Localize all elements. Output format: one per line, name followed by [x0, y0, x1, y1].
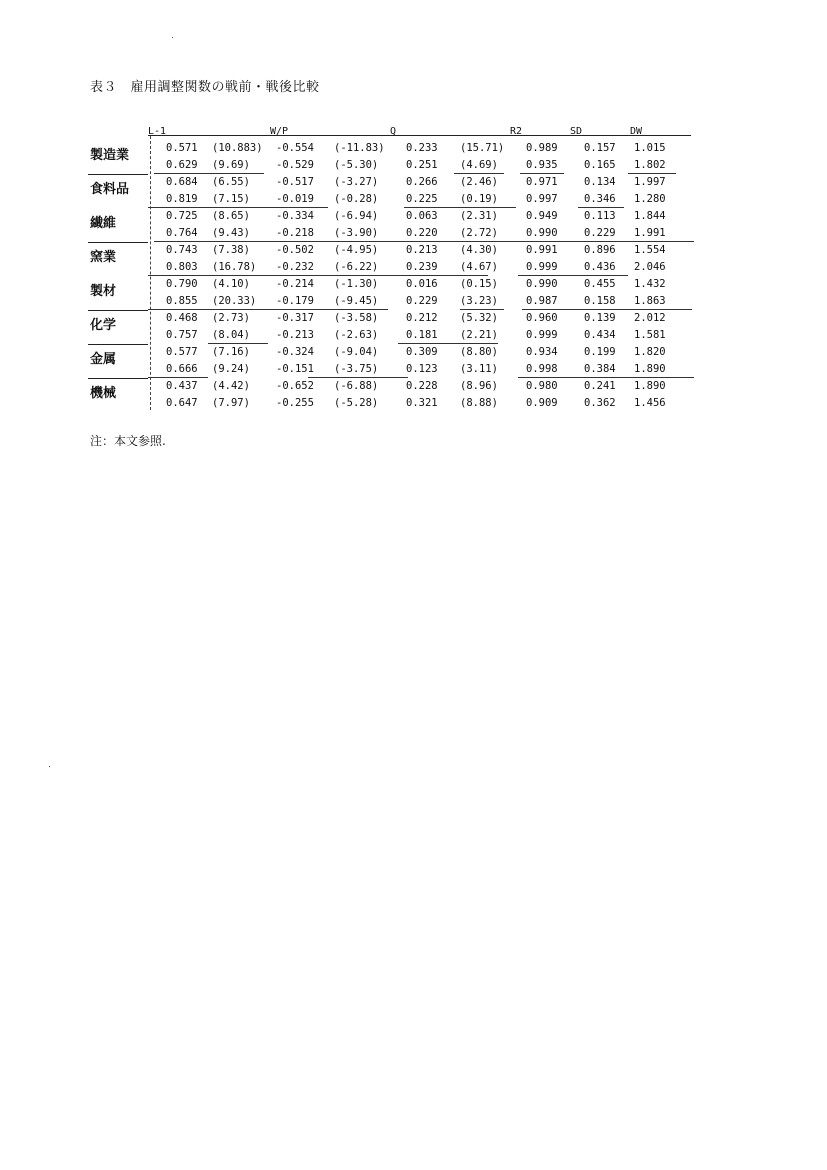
- table-row: [88, 210, 694, 226]
- table-cell: (0.15): [460, 278, 498, 290]
- table-cell: 0.999: [526, 261, 558, 273]
- table-cell: 0.980: [526, 380, 558, 392]
- industry-label: 窯業: [90, 250, 117, 265]
- table-cell: (-6.94): [334, 210, 379, 222]
- table-cell: 0.855: [166, 295, 198, 307]
- table-cell: 0.181: [406, 329, 438, 341]
- table-cell: 0.803: [166, 261, 198, 273]
- table-cell: 0.997: [526, 193, 558, 205]
- table-row: [88, 397, 694, 413]
- table-cell: 0.113: [584, 210, 616, 222]
- table-cell: (2.73): [212, 312, 250, 324]
- table-cell: -0.554: [276, 142, 314, 154]
- table-cell: 0.239: [406, 261, 438, 273]
- table-cell: 0.384: [584, 363, 616, 375]
- table-cell: 0.819: [166, 193, 198, 205]
- table-cell: 0.434: [584, 329, 616, 341]
- header-l1: L-1: [148, 126, 167, 137]
- table-cell: 1.432: [634, 278, 666, 290]
- table-cell: (2.46): [460, 176, 498, 188]
- table-row: [88, 363, 694, 379]
- table-cell: (3.23): [460, 295, 498, 307]
- table-cell: (8.88): [460, 397, 498, 409]
- table-cell: 0.935: [526, 159, 558, 171]
- table-row: [88, 227, 694, 243]
- table-cell: -0.019: [276, 193, 314, 205]
- table-cell: 0.743: [166, 244, 198, 256]
- table-cell: 1.844: [634, 210, 666, 222]
- table-cell: 0.960: [526, 312, 558, 324]
- table-cell: (-4.95): [334, 244, 379, 256]
- table-cell: 0.321: [406, 397, 438, 409]
- table-cell: 0.139: [584, 312, 616, 324]
- scan-speck: [172, 37, 173, 38]
- table-cell: 0.725: [166, 210, 198, 222]
- table-cell: -0.214: [276, 278, 314, 290]
- table-cell: 0.309: [406, 346, 438, 358]
- table-cell: 0.165: [584, 159, 616, 171]
- table-cell: (5.32): [460, 312, 498, 324]
- table-cell: -0.179: [276, 295, 314, 307]
- table-cell: (2.21): [460, 329, 498, 341]
- header-rule: [148, 135, 691, 136]
- table-cell: 1.997: [634, 176, 666, 188]
- table-cell: 0.909: [526, 397, 558, 409]
- table-cell: 0.764: [166, 227, 198, 239]
- table-cell: (-6.22): [334, 261, 379, 273]
- table-cell: (-3.27): [334, 176, 379, 188]
- table-cell: 1.863: [634, 295, 666, 307]
- table-cell: (-9.04): [334, 346, 379, 358]
- table-cell: -0.218: [276, 227, 314, 239]
- table-cell: 0.991: [526, 244, 558, 256]
- table-cell: (15.71): [460, 142, 505, 154]
- table-cell: 0.199: [584, 346, 616, 358]
- table-cell: (3.11): [460, 363, 498, 375]
- table-cell: 0.990: [526, 227, 558, 239]
- table-cell: 1.280: [634, 193, 666, 205]
- table-cell: 0.577: [166, 346, 198, 358]
- table-cell: 0.989: [526, 142, 558, 154]
- table-cell: (8.80): [460, 346, 498, 358]
- table-cell: 1.820: [634, 346, 666, 358]
- table-cell: 0.251: [406, 159, 438, 171]
- table-cell: 0.158: [584, 295, 616, 307]
- table-cell: 0.212: [406, 312, 438, 324]
- table-cell: 0.266: [406, 176, 438, 188]
- table-cell: 0.362: [584, 397, 616, 409]
- table-cell: (7.16): [212, 346, 250, 358]
- table-cell: 0.666: [166, 363, 198, 375]
- table-cell: -0.232: [276, 261, 314, 273]
- table-cell: 2.046: [634, 261, 666, 273]
- table-cell: (-9.45): [334, 295, 379, 307]
- table-cell: -0.652: [276, 380, 314, 392]
- table-row: [88, 176, 694, 192]
- table-cell: (8.65): [212, 210, 250, 222]
- header-sd: SD: [570, 126, 583, 137]
- table-cell: 0.896: [584, 244, 616, 256]
- industry-label: 化学: [90, 318, 117, 333]
- table-cell: 0.468: [166, 312, 198, 324]
- table-cell: 1.581: [634, 329, 666, 341]
- table-cell: 2.012: [634, 312, 666, 324]
- table-cell: 0.934: [526, 346, 558, 358]
- table-row: [88, 380, 694, 396]
- table-cell: 0.757: [166, 329, 198, 341]
- table-cell: 0.228: [406, 380, 438, 392]
- table-cell: 0.063: [406, 210, 438, 222]
- table-cell: (2.31): [460, 210, 498, 222]
- table-row: [88, 159, 694, 175]
- table-cell: 0.990: [526, 278, 558, 290]
- industry-label: 金属: [90, 352, 117, 367]
- table-cell: (4.42): [212, 380, 250, 392]
- table-cell: 0.123: [406, 363, 438, 375]
- table-cell: 0.229: [584, 227, 616, 239]
- table-cell: -0.334: [276, 210, 314, 222]
- table-cell: 0.999: [526, 329, 558, 341]
- header-wp: W/P: [270, 126, 289, 137]
- table-cell: (-6.88): [334, 380, 379, 392]
- scan-speck: [49, 766, 50, 767]
- table-cell: (6.55): [212, 176, 250, 188]
- header-q: Q: [390, 126, 397, 137]
- table-cell: 0.213: [406, 244, 438, 256]
- table-cell: 1.890: [634, 380, 666, 392]
- industry-label: 繊維: [90, 216, 117, 231]
- table-cell: 1.456: [634, 397, 666, 409]
- table-cell: (10.883): [212, 142, 263, 154]
- table-cell: 0.241: [584, 380, 616, 392]
- table-cell: (20.33): [212, 295, 257, 307]
- table-cell: -0.517: [276, 176, 314, 188]
- table-cell: 0.436: [584, 261, 616, 273]
- table-cell: (-3.75): [334, 363, 379, 375]
- table-cell: 0.016: [406, 278, 438, 290]
- table-cell: (9.24): [212, 363, 250, 375]
- table-row: [88, 346, 694, 362]
- industry-label: 機械: [90, 386, 117, 401]
- table-cell: 1.554: [634, 244, 666, 256]
- table-cell: 1.015: [634, 142, 666, 154]
- table-cell: (16.78): [212, 261, 257, 273]
- table-cell: -0.502: [276, 244, 314, 256]
- header-r2: R2: [510, 126, 523, 137]
- table-cell: (-1.30): [334, 278, 379, 290]
- table-cell: -0.529: [276, 159, 314, 171]
- table-cell: -0.151: [276, 363, 314, 375]
- table-row: [88, 261, 694, 277]
- table-cell: (-3.90): [334, 227, 379, 239]
- table-cell: 0.647: [166, 397, 198, 409]
- table-cell: 0.346: [584, 193, 616, 205]
- table-note: 注：本文参照.: [90, 434, 166, 448]
- table-row: [88, 193, 694, 209]
- industry-label: 製材: [90, 284, 117, 299]
- table-cell: 0.629: [166, 159, 198, 171]
- table-cell: (4.67): [460, 261, 498, 273]
- table-cell: (9.69): [212, 159, 250, 171]
- table-cell: -0.324: [276, 346, 314, 358]
- header-dw: DW: [630, 126, 643, 137]
- table-cell: 0.233: [406, 142, 438, 154]
- table-cell: (2.72): [460, 227, 498, 239]
- table-cell: (7.38): [212, 244, 250, 256]
- table-cell: (-3.58): [334, 312, 379, 324]
- table-cell: (-0.28): [334, 193, 379, 205]
- table-cell: 0.684: [166, 176, 198, 188]
- table-row: [88, 142, 694, 158]
- table-row: [88, 278, 694, 294]
- table-row: [88, 329, 694, 345]
- table-cell: 0.571: [166, 142, 198, 154]
- table-cell: (8.04): [212, 329, 250, 341]
- table-cell: (4.30): [460, 244, 498, 256]
- table-title: 表３ 雇用調整関数の戦前・戦後比較: [90, 80, 320, 95]
- table-cell: 1.890: [634, 363, 666, 375]
- table-cell: 0.220: [406, 227, 438, 239]
- table-cell: 0.437: [166, 380, 198, 392]
- table-cell: 0.790: [166, 278, 198, 290]
- table-cell: (-11.83): [334, 142, 385, 154]
- industry-label: 製造業: [90, 148, 130, 163]
- table-row: [88, 244, 694, 260]
- industry-label: 食料品: [90, 182, 130, 197]
- table-row: [88, 312, 694, 328]
- table-cell: (7.15): [212, 193, 250, 205]
- table-cell: (-5.28): [334, 397, 379, 409]
- regression-table: [88, 126, 694, 416]
- table-cell: (0.19): [460, 193, 498, 205]
- table-cell: 0.229: [406, 295, 438, 307]
- table-cell: 0.134: [584, 176, 616, 188]
- table-cell: 1.802: [634, 159, 666, 171]
- table-cell: 0.225: [406, 193, 438, 205]
- table-cell: (-5.30): [334, 159, 379, 171]
- table-cell: -0.317: [276, 312, 314, 324]
- table-cell: 0.157: [584, 142, 616, 154]
- table-cell: (7.97): [212, 397, 250, 409]
- table-cell: (-2.63): [334, 329, 379, 341]
- table-row: [88, 295, 694, 311]
- table-cell: 1.991: [634, 227, 666, 239]
- table-cell: -0.255: [276, 397, 314, 409]
- table-cell: 0.987: [526, 295, 558, 307]
- table-cell: 0.949: [526, 210, 558, 222]
- table-cell: (9.43): [212, 227, 250, 239]
- table-cell: 0.971: [526, 176, 558, 188]
- table-cell: (8.96): [460, 380, 498, 392]
- table-cell: (4.10): [212, 278, 250, 290]
- table-cell: 0.998: [526, 363, 558, 375]
- table-cell: (4.69): [460, 159, 498, 171]
- table-cell: -0.213: [276, 329, 314, 341]
- table-cell: 0.455: [584, 278, 616, 290]
